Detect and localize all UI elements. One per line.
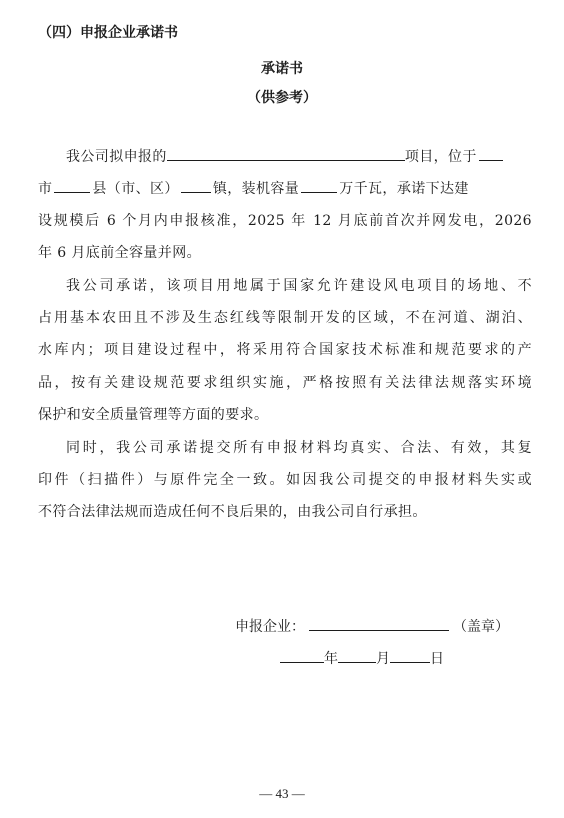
- para1-text: 项目，位于: [404, 149, 477, 165]
- para1-line2: [38, 178, 532, 198]
- para1-text: 万千瓦，承诺下达建: [339, 181, 469, 197]
- applicant-blank: [309, 617, 449, 631]
- para1-line4: 年 6 月底前全容量并网。: [38, 245, 202, 261]
- capacity-blank: [301, 179, 337, 193]
- para3-line1: 同时，我公司承诺提交所有申报材料均真实、合法、有效，其复: [66, 440, 532, 456]
- para3-line3: 不符合法律法规而造成任何不良后果的，由我公司自行承担。: [38, 504, 427, 520]
- section-title: （四）申报企业承诺书: [38, 25, 178, 41]
- para2-line3: 水库内；项目建设过程中，将采用符合国家技术标准和规范要求的产: [38, 342, 532, 358]
- project-name-blank: [167, 147, 405, 161]
- para3-line2: 印件（扫描件）与原件完全一致。如因我公司提交的申报材料失实或: [38, 472, 532, 488]
- month-blank: [338, 649, 376, 663]
- para2-line5: 保护和安全质量管理等方面的要求。: [38, 407, 269, 423]
- para1-text: 镇，装机容量: [212, 181, 300, 197]
- year-blank: [280, 649, 324, 663]
- para2-line4: 品，按有关建设规范要求组织实施，严格按照有关法律法规落实环境: [38, 375, 532, 391]
- document-subtitle: （供参考）: [247, 90, 317, 106]
- town-blank: [181, 179, 211, 193]
- year-label: 年: [324, 651, 338, 667]
- document-title: 承诺书: [261, 61, 303, 77]
- para1-line1: [38, 146, 532, 166]
- para2-line1: 我公司承诺，该项目用地属于国家允许建设风电项目的场地、不: [66, 278, 532, 294]
- page-number: — 43 —: [259, 786, 305, 801]
- para1-text: 县（市、区）: [92, 181, 179, 197]
- county-blank: [54, 179, 90, 193]
- para1-text: 我公司拟申报的: [66, 149, 167, 165]
- applicant-label: 申报企业：: [235, 619, 305, 635]
- seal-label: （盖章）: [453, 619, 509, 635]
- day-label: 日: [430, 651, 444, 667]
- para2-line2: 占用基本农田且不涉及生态红线等限制开发的区域，不在河道、湖泊、: [38, 310, 532, 326]
- month-label: 月: [376, 651, 390, 667]
- para1-line3: 设规模后 6 个月内申报核准，2025 年 12 月底前首次并网发电，2026: [38, 213, 532, 229]
- date-line: [280, 648, 444, 668]
- city-blank: [479, 147, 503, 161]
- signature-line: [235, 616, 509, 636]
- day-blank: [390, 649, 430, 663]
- para1-text: 市: [38, 181, 53, 197]
